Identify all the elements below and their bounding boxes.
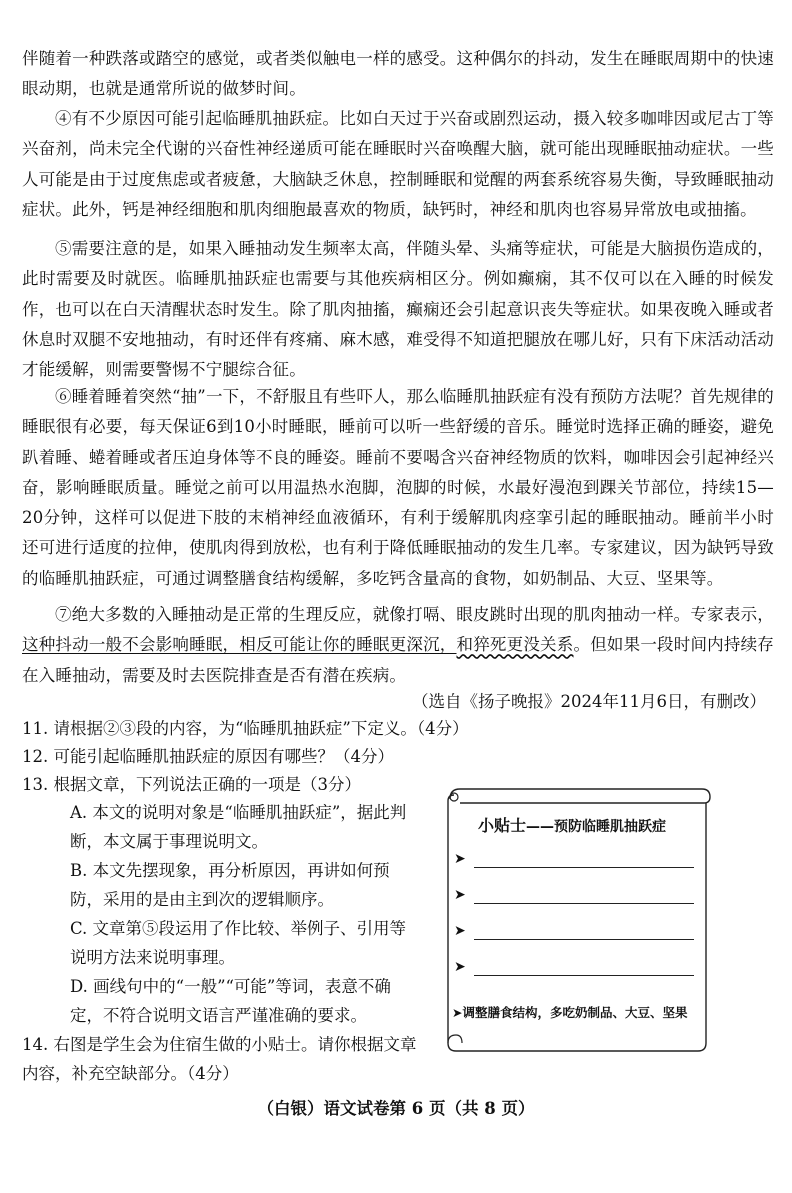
paragraph-7-start: ⑦绝大多数的入睡抽动是正常的生理反应，就像打嗝、眼皮跳时出现的肌肉抽动一样。专家表示，	[55, 605, 774, 624]
paragraph-7	[22, 600, 774, 691]
arrow-icon: ➤	[454, 959, 466, 975]
tip-final-text: 调整膳食结构，多吃奶制品、大豆、坚果	[462, 1005, 688, 1020]
arrow-icon: ➤	[452, 1005, 463, 1020]
question-11: 11. 请根据②③段的内容，为“临睡肌抽跃症”下定义。（4分）	[22, 719, 469, 738]
option-b: B. 本文先摆现象，再分析原因，再讲如何预防，采用的是由主到次的逻辑顺序。	[70, 861, 390, 909]
source-citation: （选自《扬子晚报》2024年11月6日，有删改）	[412, 692, 766, 711]
tip-blank-4[interactable]	[454, 959, 694, 981]
question-14: 14. 右图是学生会为住宿生做的小贴士。请你根据文章内容，补充空缺部分。（4分）	[22, 1035, 417, 1083]
option-d: D. 画线句中的“一般”“可能”等词，表意不确定，不符合说明文语言严谨准确的要求。	[70, 977, 391, 1025]
option-c: C. 文章第⑤段运用了作比较、举例子、引用等说明方法来说明事理。	[70, 919, 407, 967]
arrow-icon: ➤	[454, 923, 466, 939]
blank-line	[474, 867, 694, 868]
tip-blank-2[interactable]	[454, 887, 694, 909]
underlined-sentence-straight: 这种抖动一般不会影响睡眠，相反可能让你的睡眠更深沉，	[22, 635, 457, 655]
arrow-icon: ➤	[454, 887, 466, 903]
tip-blank-1[interactable]	[454, 851, 694, 873]
underlined-sentence-wavy: 和猝死更没关系	[456, 635, 574, 655]
page-footer: （白银）语文试卷第 6 页（共 8 页）	[257, 1099, 535, 1118]
paragraph-7-end: 。但如果一段时间内持续存在入睡抽动，需要及时去医院排查是否有潜在疾病。	[22, 635, 775, 685]
tip-blank-3[interactable]	[454, 923, 694, 945]
question-13: 13. 根据文章，下列说法正确的一项是（3分）	[22, 775, 361, 794]
paragraph-6: ⑥睡着睡着突然“抽”一下，不舒服且有些吓人，那么临睡肌抽跃症有没有预防方法呢？首先规律的睡眠很有必要，每天保证6到10小时睡眠，睡前可以听一些舒缓的音乐。睡觉时选择正确的睡姿，避免趴着睡、蜷着睡或者压迫身体等不良的睡姿。睡前不要喝含兴奋神经物质的饮料，咖啡因会引起神经兴奋，影响睡眠质量。睡觉之前可以用温热水泡脚，泡脚的时候，水最好漫泡到踝关节部位，持续15—20分钟，这样可以促进下肢的末梢神经血液循环，有利于缓解肌肉痉挛引起的睡眠抽动。睡前半小时还可进行适度的拉伸，使肌肉得到放松，也有利于降低睡眠抽动的发生几率。专家建议，因为缺钙导致的临睡肌抽跃症，可通过调整膳食结构缓解，多吃钙含量高的食物，如奶制品、大豆、坚果等。	[22, 387, 774, 588]
question-12: 12. 可能引起临睡肌抽跃症的原因有哪些？（4分）	[22, 747, 394, 766]
blank-line	[474, 939, 694, 940]
tip-card-title-main: 小贴士	[478, 816, 527, 835]
paragraph-4: ④有不少原因可能引起临睡肌抽跃症。比如白天过于兴奋或剧烈运动，摄入较多咖啡因或尼古丁等兴奋剂，尚未完全代谢的兴奋性神经递质可能在睡眠时兴奋唤醒大脑，就可能出现睡眠抽动症状。一些人可能是由于过度焦虑或者疲惫，大脑缺乏休息，控制睡眠和觉醒的两套系统容易失衡，导致睡眠抽动症状。此外，钙是神经细胞和肌肉细胞最喜欢的物质，缺钙时，神经和肌肉也容易异常放电或抽搐。	[22, 109, 774, 219]
arrow-icon: ➤	[454, 851, 466, 867]
option-a: A. 本文的说明对象是“临睡肌抽跃症”，据此判断，本文属于事理说明文。	[70, 803, 407, 851]
tip-card-title	[478, 813, 698, 836]
blank-line	[474, 903, 694, 904]
blank-line	[474, 975, 694, 976]
tip-card-title-rest: ——预防临睡肌抽跃症	[526, 819, 667, 835]
paragraph-continued: 伴随着一种跌落或踏空的感觉，或者类似触电一样的感受。这种偶尔的抖动，发生在睡眠周期中的快速眼动期，也就是通常所说的做梦时间。	[22, 49, 774, 99]
tip-card	[440, 785, 712, 1055]
tip-final-item	[452, 1003, 702, 1021]
paragraph-5: ⑤需要注意的是，如果入睡抽动发生频率太高，伴随头晕、头痛等症状，可能是大脑损伤造成的，此时需要及时就医。临睡肌抽跃症也需要与其他疾病相区分。例如癫痫，其不仅可以在入睡的时候发作，也可以在白天清醒状态时发生。除了肌肉抽搐，癫痫还会引起意识丧失等症状。如果夜晚入睡或者休息时双腿不安地抽动，有时还伴有疼痛、麻木感，难受得不知道把腿放在哪儿好，只有下床活动活动才能缓解，则需要警惕不宁腿综合征。	[22, 239, 774, 380]
